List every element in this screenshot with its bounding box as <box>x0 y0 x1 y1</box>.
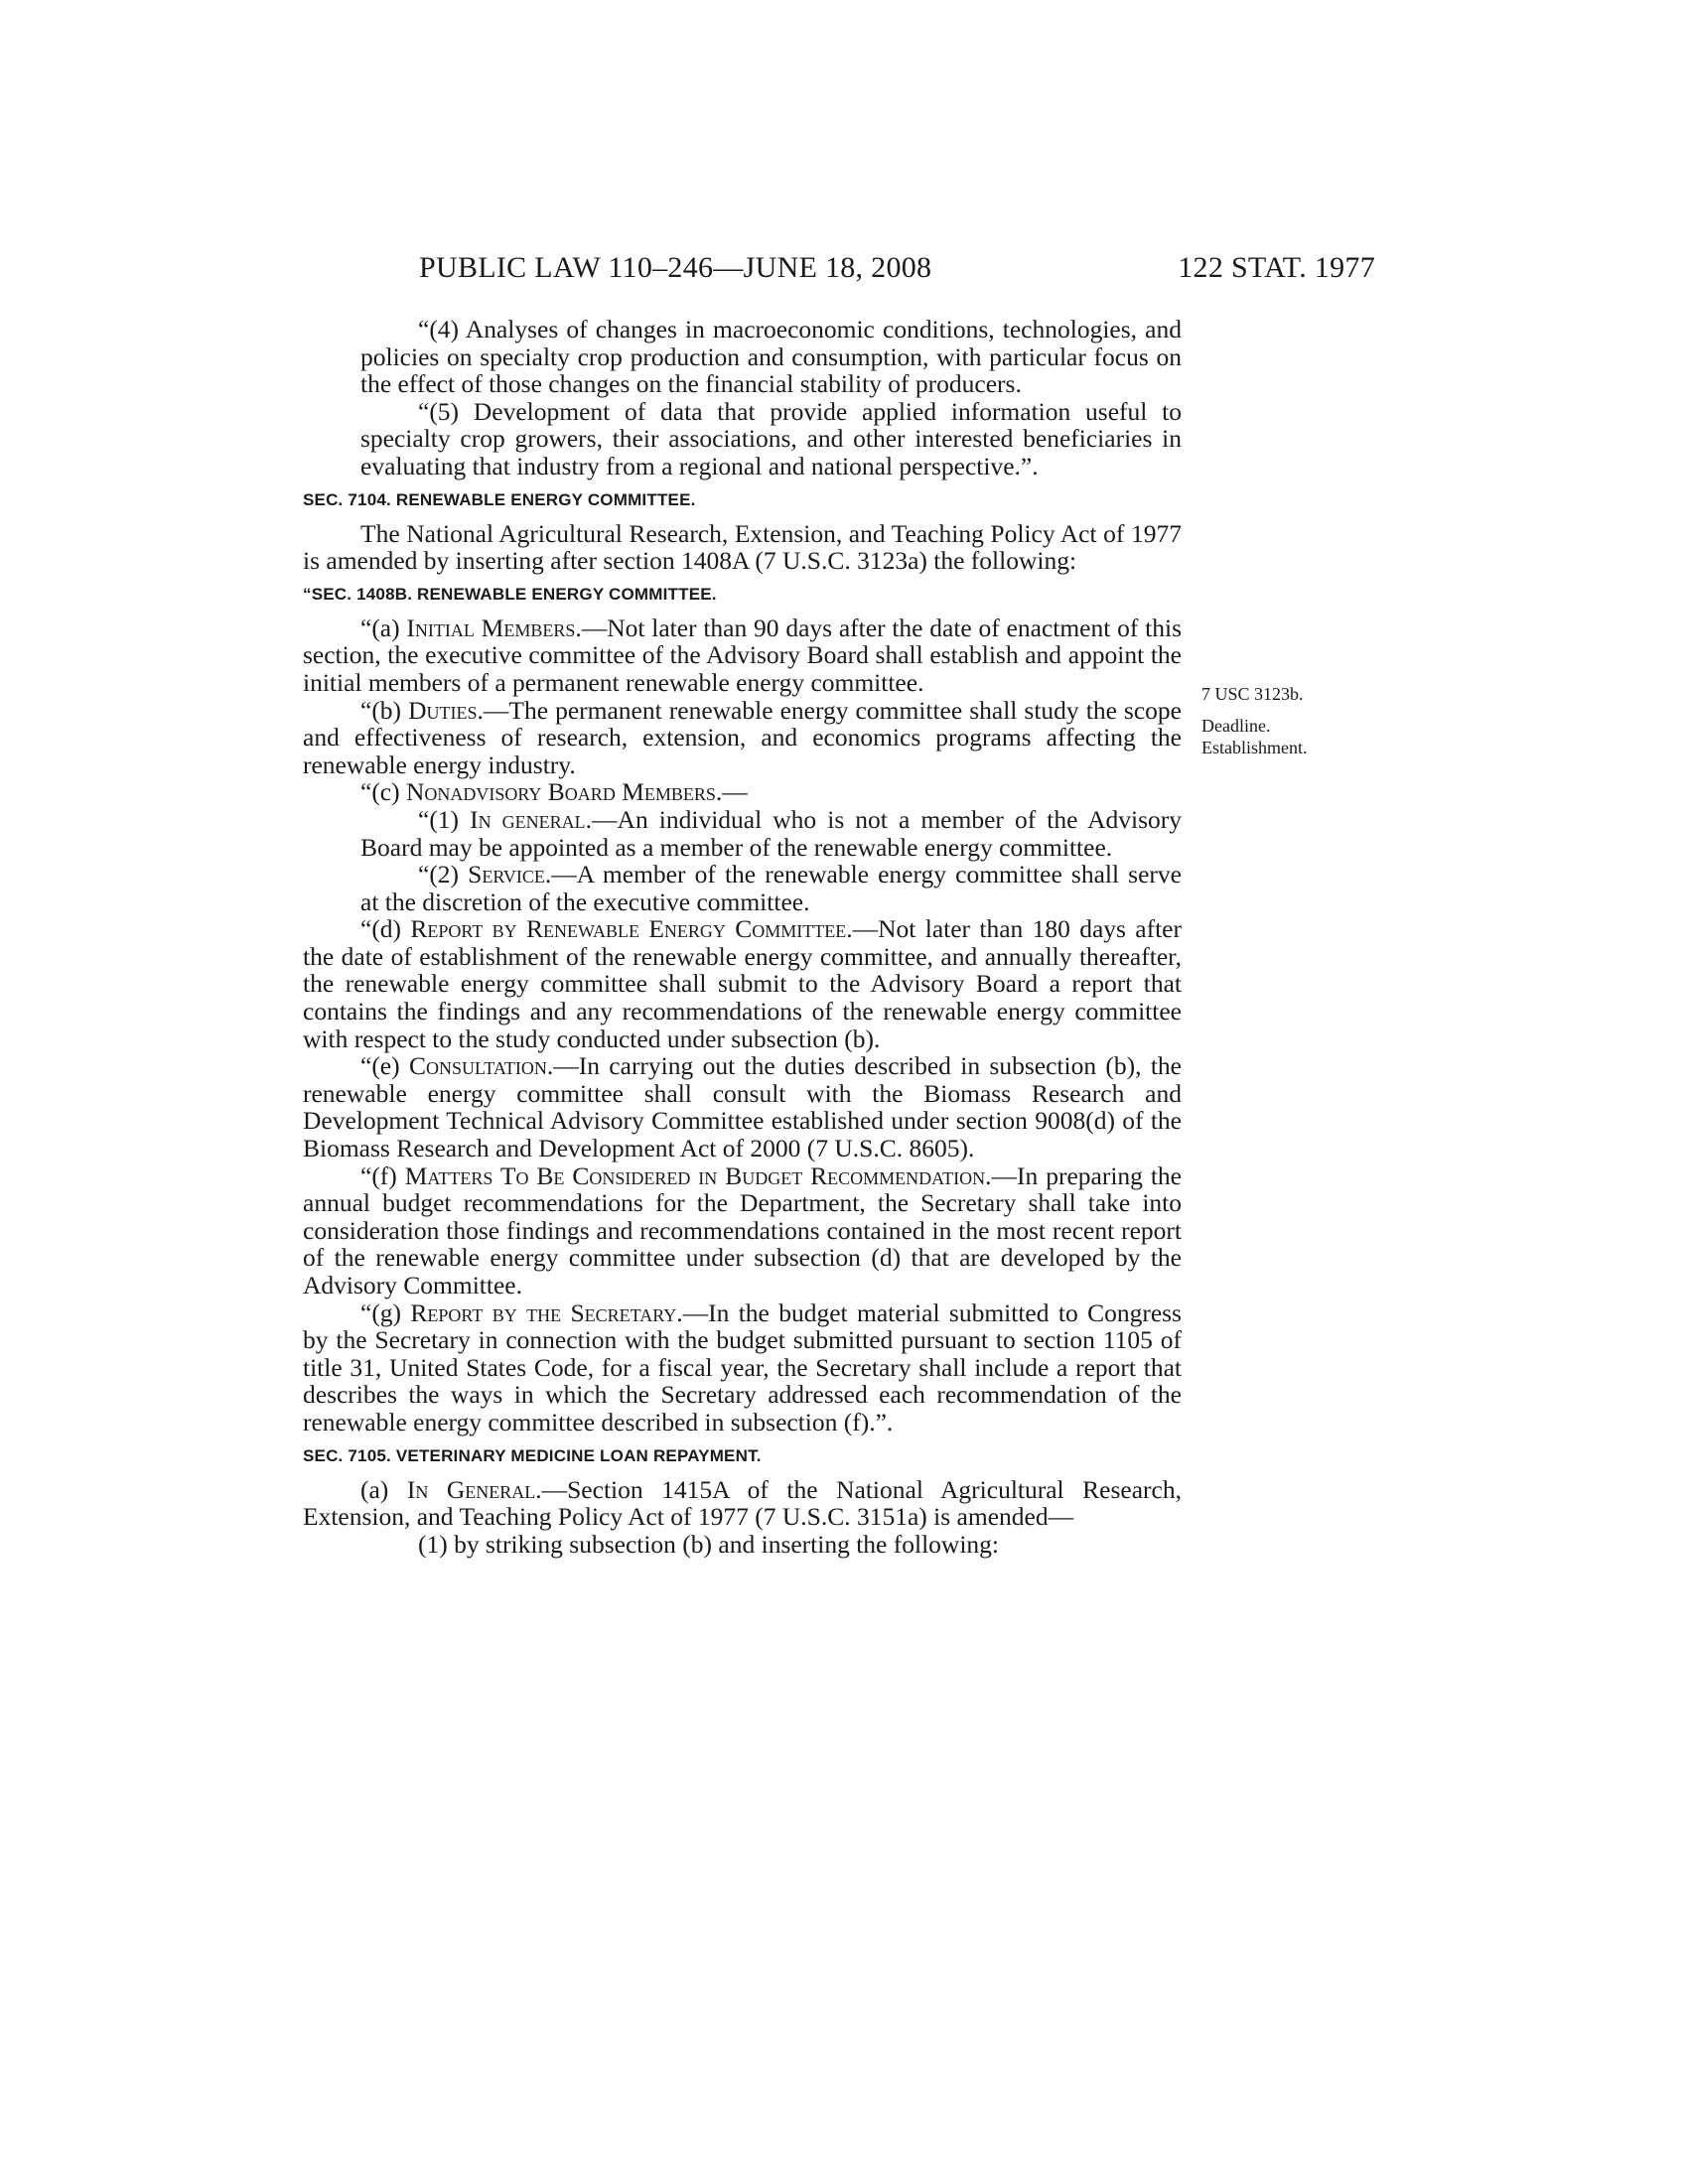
subsection-b-label: Duties <box>408 695 478 725</box>
subsection-b-text: .—The permanent renewable energy committee shall study the scope and effectiveness of research, extension, and economics programs affecting the renewable energy industry. <box>303 695 1182 779</box>
subsection-d <box>303 915 1182 1052</box>
section-heading-7104: SEC. 7104. RENEWABLE ENERGY COMMITTEE. <box>303 489 696 509</box>
subsection-c-prefix: “(c) <box>360 777 406 807</box>
subsection-g <box>303 1299 1182 1436</box>
subsection-b-prefix: “(b) <box>360 695 409 725</box>
running-header: PUBLIC LAW 110–246—JUNE 18, 2008 <box>419 251 932 284</box>
subsection-a-label: Initial Members <box>406 613 576 642</box>
subsection-c-2-prefix: “(2) <box>418 860 469 889</box>
subsection-a <box>303 614 1182 697</box>
subsection-c <box>303 778 1182 806</box>
subsection-d-label: Report by Renewable Energy Committee <box>410 914 847 944</box>
subsection-c-2-label: Service <box>468 860 545 889</box>
subsection-f-label: Matters To Be Considered in Budget Recommendation <box>404 1160 986 1190</box>
subsection-b <box>303 697 1182 779</box>
subsection-e-prefix: “(e) <box>360 1051 409 1081</box>
subsection-c-2-text: .—A member of the renewable energy committee shall serve at the discretion of the executive committee. <box>360 860 1182 916</box>
section-7105-a-1: (1) by striking subsection (b) and inserting the following: <box>418 1529 999 1559</box>
margin-note-deadline: Deadline. <box>1201 716 1271 736</box>
paragraph-5: “(5) Development of data that provide applied information useful to specialty crop growers, their associations, and other interested beneficiaries in evaluating that industry from a regional and national perspective.”. <box>360 396 1182 480</box>
subsection-e-label: Consultation <box>408 1051 547 1081</box>
subsection-c-1-label: In general <box>470 804 586 834</box>
subsection-c-text: .— <box>715 777 748 807</box>
subsection-g-text: .—In the budget material submitted to Congress by the Secretary in connection with the budget submitted pursuant to section 1105 of title 31, United States Code, for a fiscal year, the Secretary shall include a report that describes the ways in which the Secretary addressed each recommendation of the renewable energy committee described in subsection (f).”. <box>303 1297 1182 1436</box>
subsection-c-1 <box>303 806 1182 861</box>
paragraph-4: “(4) Analyses of changes in macroeconomic conditions, technologies, and policies on specialty crop production and consumption, with particular focus on the effect of those changes on the financial stability of producers. <box>360 315 1182 399</box>
page-number: 122 STAT. 1977 <box>1178 251 1375 284</box>
margin-note-citation: 7 USC 3123b. <box>1201 684 1304 704</box>
subsection-d-prefix: “(d) <box>360 914 411 944</box>
subsection-c-1-prefix: “(1) <box>418 804 471 834</box>
subsection-g-prefix: “(g) <box>360 1297 411 1327</box>
subsection-a-prefix: “(a) <box>360 613 407 642</box>
subsection-c-2 <box>303 861 1182 915</box>
section-heading-7105: SEC. 7105. VETERINARY MEDICINE LOAN REPAYMENT. <box>303 1445 762 1465</box>
section-7104-intro: The National Agricultural Research, Extension, and Teaching Policy Act of 1977 is amended by inserting after section 1408A (7 U.S.C. 3123a) the following: <box>303 518 1182 576</box>
subsection-f <box>303 1162 1182 1299</box>
margin-note-establishment: Establishment. <box>1201 738 1308 757</box>
section-heading-1408b: “SEC. 1408B. RENEWABLE ENERGY COMMITTEE. <box>303 584 717 604</box>
subsection-e <box>303 1052 1182 1161</box>
subsection-e-text: .—In carrying out the duties described in subsection (b), the renewable energy committee shall consult with the Biomass Research and Development Technical Advisory Committee established under section 9008(d) of the Biomass Research and Development Act of 2000 (7 U.S.C. 8605). <box>303 1051 1182 1163</box>
section-7105-a-label: In General <box>406 1474 536 1504</box>
section-7105-a <box>303 1476 1182 1531</box>
subsection-a-text: .—Not later than 90 days after the date of enactment of this section, the executive committee of the Advisory Board shall establish and appoint the initial members of a permanent renewable energy committee. <box>303 613 1182 697</box>
subsection-c-1-text: .—An individual who is not a member of the Advisory Board may be appointed as a member of the renewable energy committee. <box>360 804 1182 862</box>
subsection-f-text: .—In preparing the annual budget recommendations for the Department, the Secretary shall take into consideration those findings and recommendations contained in the most recent report of the renewable energy committee under subsection (d) that are developed by the Advisory Committee. <box>303 1160 1183 1299</box>
body-text <box>303 316 1182 1558</box>
subsection-d-text: .—Not later than 180 days after the date of establishment of the renewable energy committee, and annually thereafter, the renewable energy committee shall submit to the Advisory Board a report that contains the findings and any recommendations of the renewable energy committee with respect to the study conducted under subsection (b). <box>303 914 1182 1053</box>
subsection-g-label: Report by the Secretary <box>410 1297 677 1327</box>
section-7105-a-prefix: (a) <box>360 1474 407 1504</box>
subsection-f-prefix: “(f) <box>360 1160 405 1190</box>
section-7105-a-text: .—Section 1415A of the National Agricultural Research, Extension, and Teaching Policy Act of 1977 (7 U.S.C. 3151a) is amended— <box>303 1474 1182 1532</box>
subsection-c-label: Nonadvisory Board Members <box>406 777 716 807</box>
